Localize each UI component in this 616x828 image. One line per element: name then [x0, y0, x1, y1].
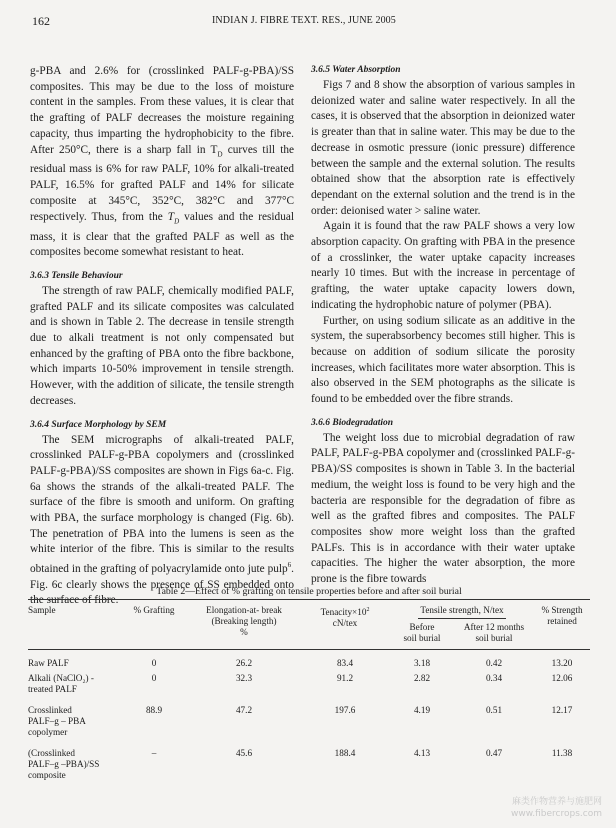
section-heading: 3.6.5 Water Absorption [311, 65, 401, 75]
paragraph: g-PBA and 2.6% for (crosslinked PALF-g-PBA)/SS composites. This may be due to the loss of moisture content in the samples. From these values, it is clear that the grafting of PALF decreases the moisture regaining capacity, thus imparting the hydrophobicity to the fibre. After 250°C, there is a sharp fall in $T_D$ curves till the residual mass is 6% for raw PALF, 10% for alkali-treated PALF, 16.5% for grafted PALF and 14% for silicate composite at 345°C, 352°C, 382°C and 377°C respectively. Thus, from the $T_D$ values and the residual mass, it is clear that the grafted PALF as well as the composites become somewhat resistant to heat. [30, 65, 294, 259]
header-tensile-strength: Tensile strength, N/tex [390, 600, 534, 622]
right-column [311, 64, 575, 588]
paragraph: Again it is found that the raw PALF shows a very low absorption capacity. On grafting with PBA in the presence of a crosslinker, the water uptake capacity increases nearly 10 times. But with the increase in percentage of grafting, the water uptake capacity lowers down, indicating the hydrophobic nature of polymer (PBA). [311, 220, 575, 311]
running-header [0, 14, 616, 34]
header-elongation: Elongation-at- break (Breaking length) % [206, 605, 282, 637]
table-row: Alkali (NaClO₂) - treated PALF 0 32.3 91.2 2.82 0.34 12.06 [28, 673, 573, 694]
paragraph: The weight loss due to microbial degradation of raw PALF, PALF-g-PBA copolymer and (crosslinked PALF-g-PBA)/SS composites is shown in Table 3. In the bacterial medium, the weight loss is found to be very high and the bacteria are responsible for the degradation of fibre as well as the grafted fibres and composites. The PALF composites show more weight loss than the grafted PALFs. This is in accordance with their water uptake capacities. The higher the water absorption, the more prone is the fibre towards [311, 431, 575, 586]
section-heading: 3.6.6 Biodegradation [311, 417, 394, 428]
header-retained: % Strength retained [541, 605, 583, 626]
header-before: Before soil burial [403, 622, 441, 643]
paragraph: Figs 7 and 8 show the absorption of various samples in deionized water and saline water respectively. In all the cases, it is observed that the absorption in deionized water is greater than that in saline water. This may be due to the decrease in osmotic pressure (ionic pressure) difference between the sample and the external solution. The results obtained show that the absorption rate is effectively dependant on the external solution and the trend is in the order: deionised water > saline water. [311, 79, 575, 217]
table-caption: Table 2—Effect of % grafting on tensile properties before and after soil burial [156, 586, 462, 597]
watermark: 麻类作物营养与施肥网 www.fibercrops.com [511, 797, 602, 819]
section-heading: 3.6.4 Surface Morphology by SEM [30, 419, 167, 430]
section-heading: 3.6.3 Tensile Behaviour [30, 270, 123, 281]
header-grafting: % Grafting [133, 605, 175, 615]
table-row: Raw PALF 0 26.2 83.4 3.18 0.42 13.20 [28, 658, 573, 668]
header-after: After 12 months soil burial [463, 622, 525, 643]
left-column [30, 64, 294, 609]
paragraph: The SEM micrographs of alkali-treated PALF, crosslinked PALF-g-PBA copolymers and (crosslinked PALF-g-PBA)/SS composites are shown in Figs 6a-c. Fig. 6a shows the strands of the alkali-treated PALF. The surface of the fibre is smooth and uniform. On grafting with PBA, the surface morphology is changed (Fig. 6b). The penetration of PBA into the lumens is seen as the white interior of the fibre. This is similar to the results obtained in the grafting of polyacrylamide onto jute pulp$^6$. Fig. 6c clearly shows the presence of SS embedded onto the surface of fibre. [30, 433, 294, 607]
table-row: Crosslinked PALF–g – PBA copolymer 88.9 47.2 197.6 4.19 0.51 12.17 [28, 705, 573, 737]
header-tenacity: $Tenacity\times 10^2$ cN/tex [320, 607, 370, 629]
table-2 [28, 586, 590, 781]
page-number: 162 [32, 14, 50, 28]
table-row: (Crosslinked PALF–g –PBA)/SS composite – 45.6 188.4 4.13 0.47 11.38 [28, 748, 573, 780]
paragraph: Further, on using sodium silicate as an additive in the system, the superabsorbency becomes still higher. This is because on addition of sodium silicate the porosity increases, which facilitates more water absorption. This is also observed in the SEM photographs as the silicate is found to be embedded over the fibre strands. [311, 314, 575, 406]
header-sample: Sample [28, 605, 56, 615]
journal-title: INDIAN J. FIBRE TEXT. RES., JUNE 2005 [212, 15, 396, 26]
paragraph: The strength of raw PALF, chemically modified PALF, grafted PALF and its silicate composites was calculated and is shown in Table 2. The decrease in tensile strength due to alkali treatment is not only compensated but enhanced by the grafting of PBA onto the fibre backbone, which imparts 10-50% improvement in tensile strength. However, with the addition of silicate, the tensile strength decreases. [30, 284, 294, 407]
data-table [28, 600, 590, 781]
